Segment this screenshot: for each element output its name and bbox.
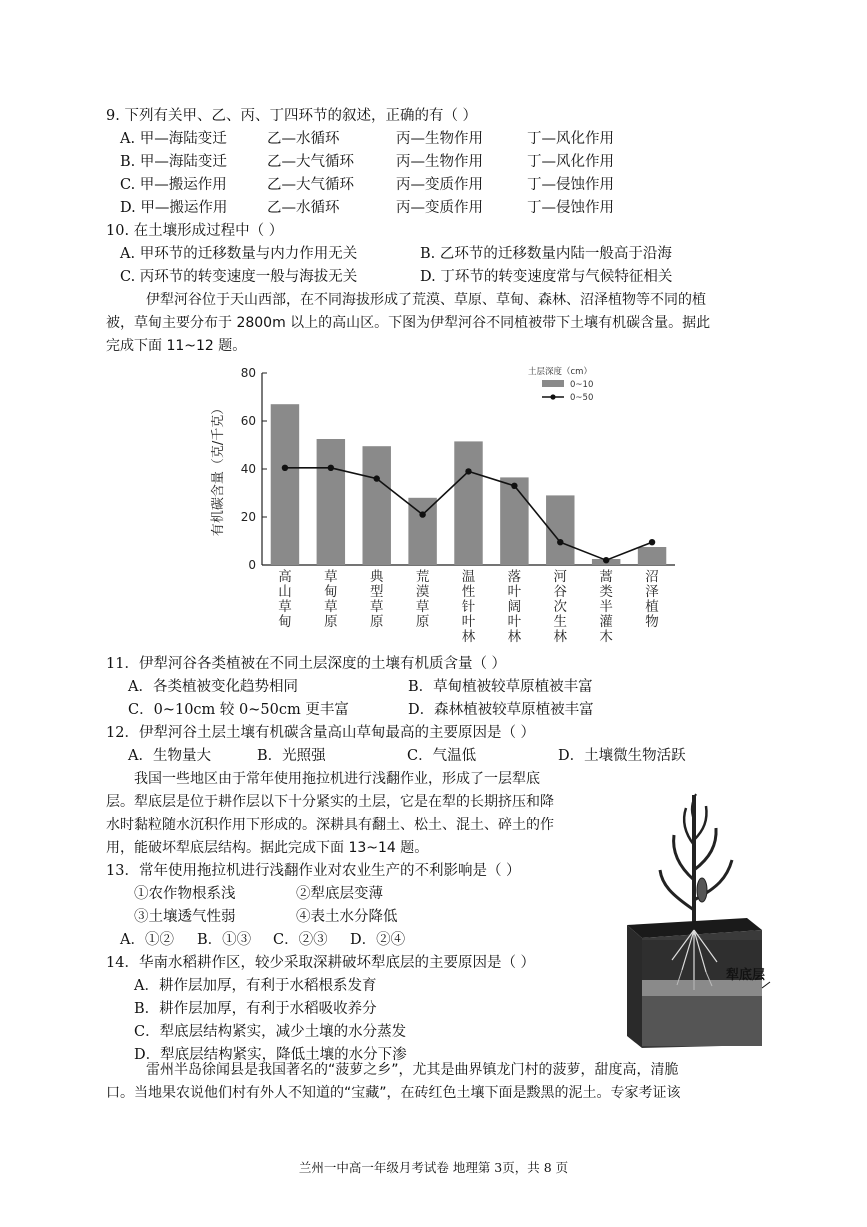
passage2-line-1: 我国一些地区由于常年使用拖拉机进行浅翻作业，形成了一层犁底 (134, 771, 540, 787)
q13-item-1: ①农作物根系浅 (134, 886, 236, 902)
category-label-2: 典型草原 (369, 569, 384, 630)
passage1-line-1: 伊犁河谷位于天山西部，在不同海拔形成了荒漠、草原、草甸、森林、沼泽植物等不同的植 (146, 292, 706, 308)
q14-option-d: D．犁底层结构紧实，降低土壤的水分下渗 (134, 1047, 407, 1063)
bar-5 (500, 477, 528, 565)
bar-0 (271, 404, 299, 565)
category-label-0: 高山草甸 (278, 569, 292, 630)
q9-d-3: 丙—变质作用 (396, 200, 483, 216)
organic-carbon-chart (200, 360, 700, 650)
chart-bars (271, 404, 667, 565)
bar-1 (317, 439, 345, 565)
q9-option-d (0, 198, 867, 218)
y-tick-label: 80 (240, 366, 256, 380)
q9-b-1: B. 甲—海陆变迁 (120, 154, 227, 170)
q9-option-b (0, 152, 867, 172)
legend-bar-label: 0~10 (570, 380, 594, 390)
y-tick-label: 40 (240, 462, 256, 476)
category-label-1: 草甸草原 (324, 569, 338, 630)
plow-pan-label: 犁底层 (726, 968, 766, 983)
category-label-6: 河谷次生林 (553, 569, 568, 645)
q9-b-3: 丙—生物作用 (396, 154, 483, 170)
q9-d-4: 丁—侵蚀作用 (527, 200, 614, 216)
q13-item-2: ②犁底层变薄 (296, 886, 383, 902)
q13-option-d: D．②④ (350, 932, 406, 948)
chart-legend (528, 366, 593, 403)
line-point-6 (557, 539, 563, 545)
y-tick-label: 60 (240, 414, 256, 428)
q13-item-4: ④表土水分降低 (296, 909, 398, 925)
q12-stem: 12．伊犁河谷土层土壤有机碳含量高山草甸最高的主要原因是（ ） (106, 725, 536, 741)
q14-option-c: C．犁底层结构紧实，减少土壤的水分蒸发 (134, 1024, 407, 1040)
q9-d-1: D. 甲—搬运作用 (120, 200, 228, 216)
bar-4 (454, 441, 482, 565)
q9-a-4: 丁—风化作用 (527, 131, 614, 147)
q9-a-1: A. 甲—海陆变迁 (120, 131, 227, 147)
category-label-4: 温性针叶林 (461, 569, 476, 645)
bar-3 (408, 498, 436, 565)
q11-stem: 11．伊犁河谷各类植被在不同土层深度的土壤有机质含量（ ） (106, 656, 507, 672)
q10-stem: 10. 在土壤形成过程中（ ） (106, 223, 284, 239)
q11-option-b: B．草甸植被较草原植被丰富 (408, 679, 593, 695)
y-axis-label: 有机碳含量（克/千克） (211, 401, 226, 537)
q14-option-b: B．耕作层加厚，有利于水稻吸收养分 (134, 1001, 377, 1017)
q13-option-b: B．①③ (197, 932, 252, 948)
q10-option-c: C. 丙环节的转变速度一般与海拔无关 (120, 269, 358, 285)
q10-option-a: A. 甲环节的迁移数量与内力作用无关 (120, 246, 358, 262)
q10-option-d: D. 丁环节的转变速度常与气候特征相关 (420, 269, 673, 285)
bar-2 (362, 446, 390, 565)
passage2-line-3: 水时黏粒随水沉积作用下形成的。深耕具有翻土、松土、混土、碎土的作 (106, 817, 554, 833)
line-point-3 (419, 511, 425, 517)
q9-option-a (0, 129, 867, 149)
y-tick-label: 20 (240, 510, 256, 524)
passage1-line-2: 被，草甸主要分布于 2800m 以上的高山区。下图为伊犁河谷不同植被带下土壤有机碳含量。据此 (106, 315, 711, 331)
q13-stem: 13．常年使用拖拉机进行浅翻作业对农业生产的不利影响是（ ） (106, 863, 521, 879)
passage3-line-1: 雷州半岛徐闻县是我国著名的“菠萝之乡”，尤其是曲界镇龙门村的菠萝，甜度高，清脆 (146, 1062, 679, 1078)
q14-option-a: A．耕作层加厚，有利于水稻根系发育 (134, 978, 377, 994)
line-point-0 (282, 465, 288, 471)
q14-stem: 14．华南水稻耕作区，较少采取深耕破坏犁底层的主要原因是（ ） (106, 955, 536, 971)
legend-line-marker (550, 394, 555, 399)
line-point-4 (465, 468, 471, 474)
legend-line-label: 0~50 (570, 393, 594, 403)
line-point-5 (511, 483, 517, 489)
q12-option-c: C．气温低 (407, 748, 477, 764)
category-label-8: 沼泽植物 (645, 569, 659, 630)
category-label-3: 荒漠草原 (415, 569, 430, 630)
q9-a-2: 乙—水循环 (267, 131, 340, 147)
q13-option-c: C．②③ (273, 932, 328, 948)
q9-b-4: 丁—风化作用 (527, 154, 614, 170)
line-point-1 (328, 465, 334, 471)
category-label-5: 落叶阔叶林 (507, 569, 522, 645)
line-point-8 (649, 539, 655, 545)
q13-option-a: A．①② (120, 932, 174, 948)
line-point-7 (603, 557, 609, 563)
plow-pan-illustration (622, 790, 772, 1050)
bar-8 (638, 547, 666, 565)
q11-option-a: A．各类植被变化趋势相同 (128, 679, 298, 695)
q9-stem: 9. 下列有关甲、乙、丙、丁四环节的叙述，正确的有（ ） (106, 108, 478, 124)
q12-option-d: D．土壤微生物活跃 (558, 748, 686, 764)
passage1-line-3: 完成下面 11~12 题。 (106, 338, 247, 354)
q12-option-b: B．光照强 (257, 748, 326, 764)
y-tick-label: 0 (248, 558, 256, 572)
q13-item-3: ③土壤透气性弱 (134, 909, 236, 925)
legend-bar-swatch (542, 380, 564, 387)
q9-b-2: 乙—大气循环 (267, 154, 354, 170)
q9-c-2: 乙—大气循环 (267, 177, 354, 193)
q10-option-b: B. 乙环节的迁移数量内陆一般高于沿海 (420, 246, 672, 262)
q9-option-c (0, 175, 867, 195)
passage2-line-4: 用，能破坏犁底层结构。据此完成下面 13~14 题。 (106, 840, 429, 856)
page-footer: 兰州一中高一年级月考试卷 地理第 3页，共 8 页 (298, 1160, 569, 1175)
legend-title: 土层深度（cm） (528, 367, 592, 377)
q11-option-c: C．0~10cm 较 0~50cm 更丰富 (128, 702, 349, 718)
q12-option-a: A．生物量大 (128, 748, 211, 764)
chart-labels (278, 568, 659, 645)
passage3-line-2: 口。当地果农说他们村有外人不知道的“宝藏”，在砖红色土壤下面是黢黑的泥土。专家考证该 (106, 1085, 681, 1101)
passage2-line-2: 层。犁底层是位于耕作层以下十分紧实的土层，它是在犁的长期挤压和降 (106, 794, 554, 810)
q9-a-3: 丙—生物作用 (396, 131, 483, 147)
q9-c-4: 丁—侵蚀作用 (527, 177, 614, 193)
category-label-7: 蒿类半灌木 (599, 569, 613, 645)
corn-plant-icon (660, 794, 732, 930)
line-point-2 (374, 475, 380, 481)
q9-c-1: C. 甲—搬运作用 (120, 177, 227, 193)
q9-c-3: 丙—变质作用 (396, 177, 483, 193)
q9-d-2: 乙—水循环 (267, 200, 340, 216)
q11-option-d: D．森林植被较草原植被丰富 (408, 702, 594, 718)
